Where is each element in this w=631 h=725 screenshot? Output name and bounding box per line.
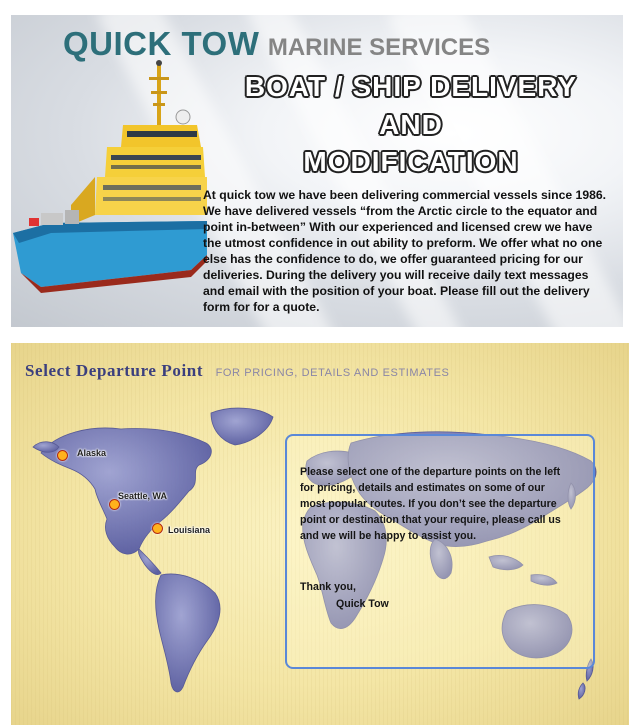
select-departure-subtitle: FOR PRICING, DETAILS AND ESTIMATES: [215, 367, 450, 379]
louisiana-pin[interactable]: [152, 523, 163, 534]
seattle-link[interactable]: Seattle, WA: [118, 491, 168, 501]
brand-primary: QUICK TOW: [63, 25, 260, 62]
banner-title-line1: BOAT / SHIP DELIVERY: [244, 71, 578, 102]
thanks-text: Thank you,: [300, 581, 356, 593]
info-text: Please select one of the departure points on the left for pricing, details and estimates on some of our most popular routes. If you don’t see the departure point or destination that your require, please call us and we will be happy to assist you.: [300, 466, 561, 542]
section-title: [25, 361, 450, 381]
banner-title-line3: MODIFICATION: [303, 146, 519, 177]
header-banner: [11, 15, 623, 327]
brand-logo: [63, 25, 490, 63]
louisiana-link[interactable]: Louisiana: [168, 525, 211, 535]
departure-map-section: [11, 343, 629, 725]
banner-title-line2: AND: [379, 109, 443, 140]
ship-image: [11, 55, 216, 295]
alaska-pin[interactable]: [57, 450, 68, 461]
select-departure-title: Select Departure Point: [25, 361, 204, 380]
brand-secondary: MARINE SERVICES: [267, 34, 491, 61]
signature-text: Quick Tow: [336, 598, 389, 610]
intro-paragraph: At quick tow we have been delivering commercial vessels since 1986. We have delivered vessels “from the Arctic circle to the equator and point in-between” With our experienced and licensed crew we have the utmost confidence in out ability to preform. We offer what no one else has the confidence to do, we offer guaranteed pricing for our deliveries. During the delivery you will receive daily text messages and email with the position of your boat. Please fill out the delivery form for for a quote.: [203, 188, 607, 314]
alaska-link[interactable]: Alaska: [77, 448, 107, 458]
